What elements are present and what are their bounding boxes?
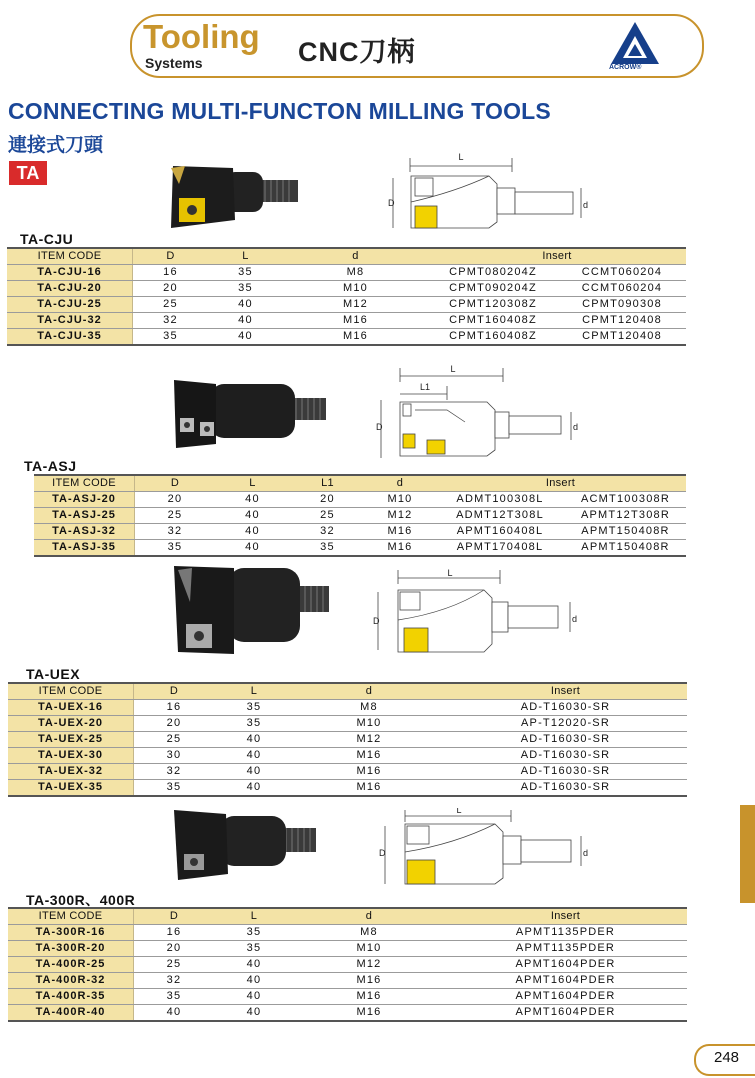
cell: AP-T12020-SR: [444, 716, 687, 732]
cell: 40: [214, 1005, 294, 1022]
cell: 40: [214, 780, 294, 797]
cell: M16: [294, 780, 444, 797]
table-row: [7, 297, 686, 313]
table-row: [8, 973, 687, 989]
tool-drawing-300r: [375, 808, 595, 888]
cell: M16: [294, 1005, 444, 1022]
cell: 30: [134, 748, 215, 764]
cell: 20: [134, 941, 215, 957]
cell: AD-T16030-SR: [444, 780, 687, 797]
cell: TA-400R-32: [8, 973, 134, 989]
table-row: [8, 748, 687, 764]
col-header: D: [135, 475, 216, 492]
cell: 40: [214, 957, 294, 973]
cell: 35: [134, 780, 215, 797]
table-row: [8, 941, 687, 957]
cell: 25: [134, 732, 215, 748]
cell: CPMT120408: [558, 313, 686, 329]
col-header: d: [294, 683, 444, 700]
cell: APMT1604PDER: [444, 973, 687, 989]
cell: CPMT120308Z: [428, 297, 558, 313]
cell: 32: [290, 524, 365, 540]
cell: 32: [134, 764, 215, 780]
table-header-row: [8, 683, 687, 700]
dim-label-d-outer: D: [388, 198, 395, 208]
cell: APMT160408L: [435, 524, 565, 540]
cell: M16: [283, 313, 428, 329]
section-title-cju: TA-CJU: [20, 231, 74, 247]
cell: APMT1135PDER: [444, 941, 687, 957]
dim-label-d-outer: D: [373, 616, 380, 626]
cell: 25: [133, 297, 209, 313]
cell: M16: [294, 989, 444, 1005]
cell: TA-ASJ-32: [34, 524, 135, 540]
cell: TA-ASJ-20: [34, 492, 135, 508]
table-row: [34, 540, 686, 557]
cell: 16: [134, 700, 215, 716]
cell: 40: [215, 508, 290, 524]
col-header: D: [134, 908, 215, 925]
page-title: CONNECTING MULTI-FUNCTON MILLING TOOLS: [8, 98, 551, 124]
cell: CPMT160408Z: [428, 329, 558, 346]
section-title-300r: TA-300R、400R: [26, 892, 136, 908]
cell: APMT150408R: [565, 524, 686, 540]
dim-label-l: L: [456, 808, 462, 815]
col-header: Insert: [444, 683, 687, 700]
cell: 25: [134, 957, 215, 973]
cell: M10: [365, 492, 435, 508]
cell: 35: [134, 989, 215, 1005]
tool-photo-uex: [168, 562, 333, 657]
cell: 35: [214, 716, 294, 732]
col-header: Insert: [444, 908, 687, 925]
cell: AD-T16030-SR: [444, 700, 687, 716]
cell: 35: [214, 700, 294, 716]
cell: M16: [365, 524, 435, 540]
table-row: [34, 508, 686, 524]
cell: ADMT12T308L: [435, 508, 565, 524]
dim-label-l1: L1: [419, 382, 431, 392]
table-row: [8, 764, 687, 780]
cell: TA-CJU-20: [7, 281, 133, 297]
cell: 20: [134, 716, 215, 732]
cell: M10: [294, 716, 444, 732]
cell: APMT12T308R: [565, 508, 686, 524]
cell: TA-CJU-16: [7, 265, 133, 281]
dim-label-l: L: [458, 152, 464, 162]
section-title-uex: TA-UEX: [26, 666, 81, 682]
cell: 25: [135, 508, 216, 524]
cell: 40: [215, 492, 290, 508]
cell: 35: [208, 281, 283, 297]
cell: APMT1604PDER: [444, 1005, 687, 1022]
col-header: ITEM CODE: [7, 248, 133, 265]
cell: 40: [208, 297, 283, 313]
dim-label-d-outer: D: [376, 422, 383, 432]
cell: APMT170408L: [435, 540, 565, 557]
series-badge: TA: [9, 161, 47, 185]
col-header: D: [134, 683, 215, 700]
cell: TA-UEX-25: [8, 732, 134, 748]
cell: CPMT120408: [558, 329, 686, 346]
table-row: [8, 780, 687, 797]
chapter-tab: [740, 805, 755, 903]
cell: TA-300R-20: [8, 941, 134, 957]
cell: 35: [214, 941, 294, 957]
cell: TA-ASJ-35: [34, 540, 135, 557]
cell: 16: [134, 925, 215, 941]
dim-label-d-inner: d: [573, 422, 579, 432]
cell: TA-UEX-20: [8, 716, 134, 732]
table-row: [7, 313, 686, 329]
cell: 35: [135, 540, 216, 557]
cell: 35: [133, 329, 209, 346]
cell: 20: [133, 281, 209, 297]
page-number: 248: [714, 1049, 740, 1066]
tool-photo-cju: [165, 162, 305, 234]
cell: CCMT060204: [558, 265, 686, 281]
brand-tooling: Tooling: [143, 18, 260, 55]
cell: TA-400R-25: [8, 957, 134, 973]
cell: M10: [294, 941, 444, 957]
cell: 32: [135, 524, 216, 540]
cell: AD-T16030-SR: [444, 732, 687, 748]
table-row: [8, 700, 687, 716]
cell: 32: [134, 973, 215, 989]
table-row: [8, 716, 687, 732]
cell: TA-300R-16: [8, 925, 134, 941]
cell: 35: [290, 540, 365, 557]
col-header: L: [215, 475, 290, 492]
cell: M16: [365, 540, 435, 557]
tool-photo-300r: [170, 808, 320, 883]
cell: 40: [215, 524, 290, 540]
cell: 40: [214, 973, 294, 989]
table-row: [34, 524, 686, 540]
cell: APMT1604PDER: [444, 957, 687, 973]
col-header: d: [365, 475, 435, 492]
tool-drawing-uex: [370, 568, 590, 658]
cell: ACMT100308R: [565, 492, 686, 508]
cell: M12: [283, 297, 428, 313]
table-row: [7, 281, 686, 297]
col-header: ITEM CODE: [34, 475, 135, 492]
spec-table-300r: [8, 907, 687, 1022]
col-header: L: [214, 908, 294, 925]
cell: TA-400R-40: [8, 1005, 134, 1022]
cell: TA-UEX-16: [8, 700, 134, 716]
col-header: L: [214, 683, 294, 700]
table-row: [7, 329, 686, 346]
cell: TA-ASJ-25: [34, 508, 135, 524]
tool-drawing-cju: [385, 152, 595, 232]
dim-label-l: L: [450, 364, 456, 374]
brand-cnc: CNC刀柄: [298, 37, 416, 67]
cell: 40: [215, 540, 290, 557]
cell: 32: [133, 313, 209, 329]
cell: M12: [294, 957, 444, 973]
cell: CCMT060204: [558, 281, 686, 297]
table-row: [8, 957, 687, 973]
cell: TA-CJU-25: [7, 297, 133, 313]
table-row: [8, 989, 687, 1005]
col-header: d: [283, 248, 428, 265]
cell: 40: [214, 748, 294, 764]
cell: 40: [214, 764, 294, 780]
dim-label-d-inner: d: [572, 614, 578, 624]
cell: M10: [283, 281, 428, 297]
tool-photo-asj: [170, 378, 330, 450]
cell: APMT1604PDER: [444, 989, 687, 1005]
cell: APMT150408R: [565, 540, 686, 557]
col-header: L1: [290, 475, 365, 492]
cell: 40: [214, 989, 294, 1005]
cell: TA-400R-35: [8, 989, 134, 1005]
col-header: ITEM CODE: [8, 908, 134, 925]
brand-systems: Systems: [145, 55, 203, 71]
cell: APMT1135PDER: [444, 925, 687, 941]
section-title-asj: TA-ASJ: [24, 458, 77, 474]
cell: M16: [294, 764, 444, 780]
cell: TA-CJU-32: [7, 313, 133, 329]
table-header-row: [7, 248, 686, 265]
col-header: ITEM CODE: [8, 683, 134, 700]
col-header: Insert: [428, 248, 686, 265]
cell: CPMT090308: [558, 297, 686, 313]
cell: 40: [134, 1005, 215, 1022]
cell: 40: [208, 313, 283, 329]
cell: 20: [290, 492, 365, 508]
cell: TA-UEX-30: [8, 748, 134, 764]
dim-label-d-inner: d: [583, 848, 589, 858]
cell: M16: [283, 329, 428, 346]
dim-label-d-outer: D: [379, 848, 386, 858]
cell: M16: [294, 973, 444, 989]
dim-label-l: L: [447, 568, 453, 578]
table-row: [34, 492, 686, 508]
cell: M12: [365, 508, 435, 524]
cell: M8: [283, 265, 428, 281]
spec-table-uex: [8, 682, 687, 797]
cell: 35: [208, 265, 283, 281]
table-header-row: [34, 475, 686, 492]
cell: 40: [208, 329, 283, 346]
table-row: [8, 925, 687, 941]
cell: TA-CJU-35: [7, 329, 133, 346]
cell: CPMT090204Z: [428, 281, 558, 297]
cell: ADMT100308L: [435, 492, 565, 508]
col-header: Insert: [435, 475, 686, 492]
page-title-chinese: 連接式刀頭: [8, 135, 104, 156]
cell: TA-UEX-35: [8, 780, 134, 797]
logo-text: ACROW®: [609, 64, 642, 71]
cell: 40: [214, 732, 294, 748]
cell: AD-T16030-SR: [444, 748, 687, 764]
cell: 16: [133, 265, 209, 281]
spec-table-cju: [7, 247, 686, 346]
cell: CPMT080204Z: [428, 265, 558, 281]
table-row: [7, 265, 686, 281]
col-header: D: [133, 248, 209, 265]
cell: 20: [135, 492, 216, 508]
table-row: [8, 1005, 687, 1022]
spec-table-asj: [34, 474, 686, 557]
table-row: [8, 732, 687, 748]
cell: M12: [294, 732, 444, 748]
cell: 35: [214, 925, 294, 941]
cell: M16: [294, 748, 444, 764]
col-header: L: [208, 248, 283, 265]
cell: M8: [294, 700, 444, 716]
tool-drawing-asj: [375, 364, 595, 464]
table-header-row: [8, 908, 687, 925]
cell: CPMT160408Z: [428, 313, 558, 329]
col-header: d: [294, 908, 444, 925]
cell: M8: [294, 925, 444, 941]
dim-label-d-inner: d: [583, 200, 589, 210]
cell: TA-UEX-32: [8, 764, 134, 780]
cell: 25: [290, 508, 365, 524]
cell: AD-T16030-SR: [444, 764, 687, 780]
